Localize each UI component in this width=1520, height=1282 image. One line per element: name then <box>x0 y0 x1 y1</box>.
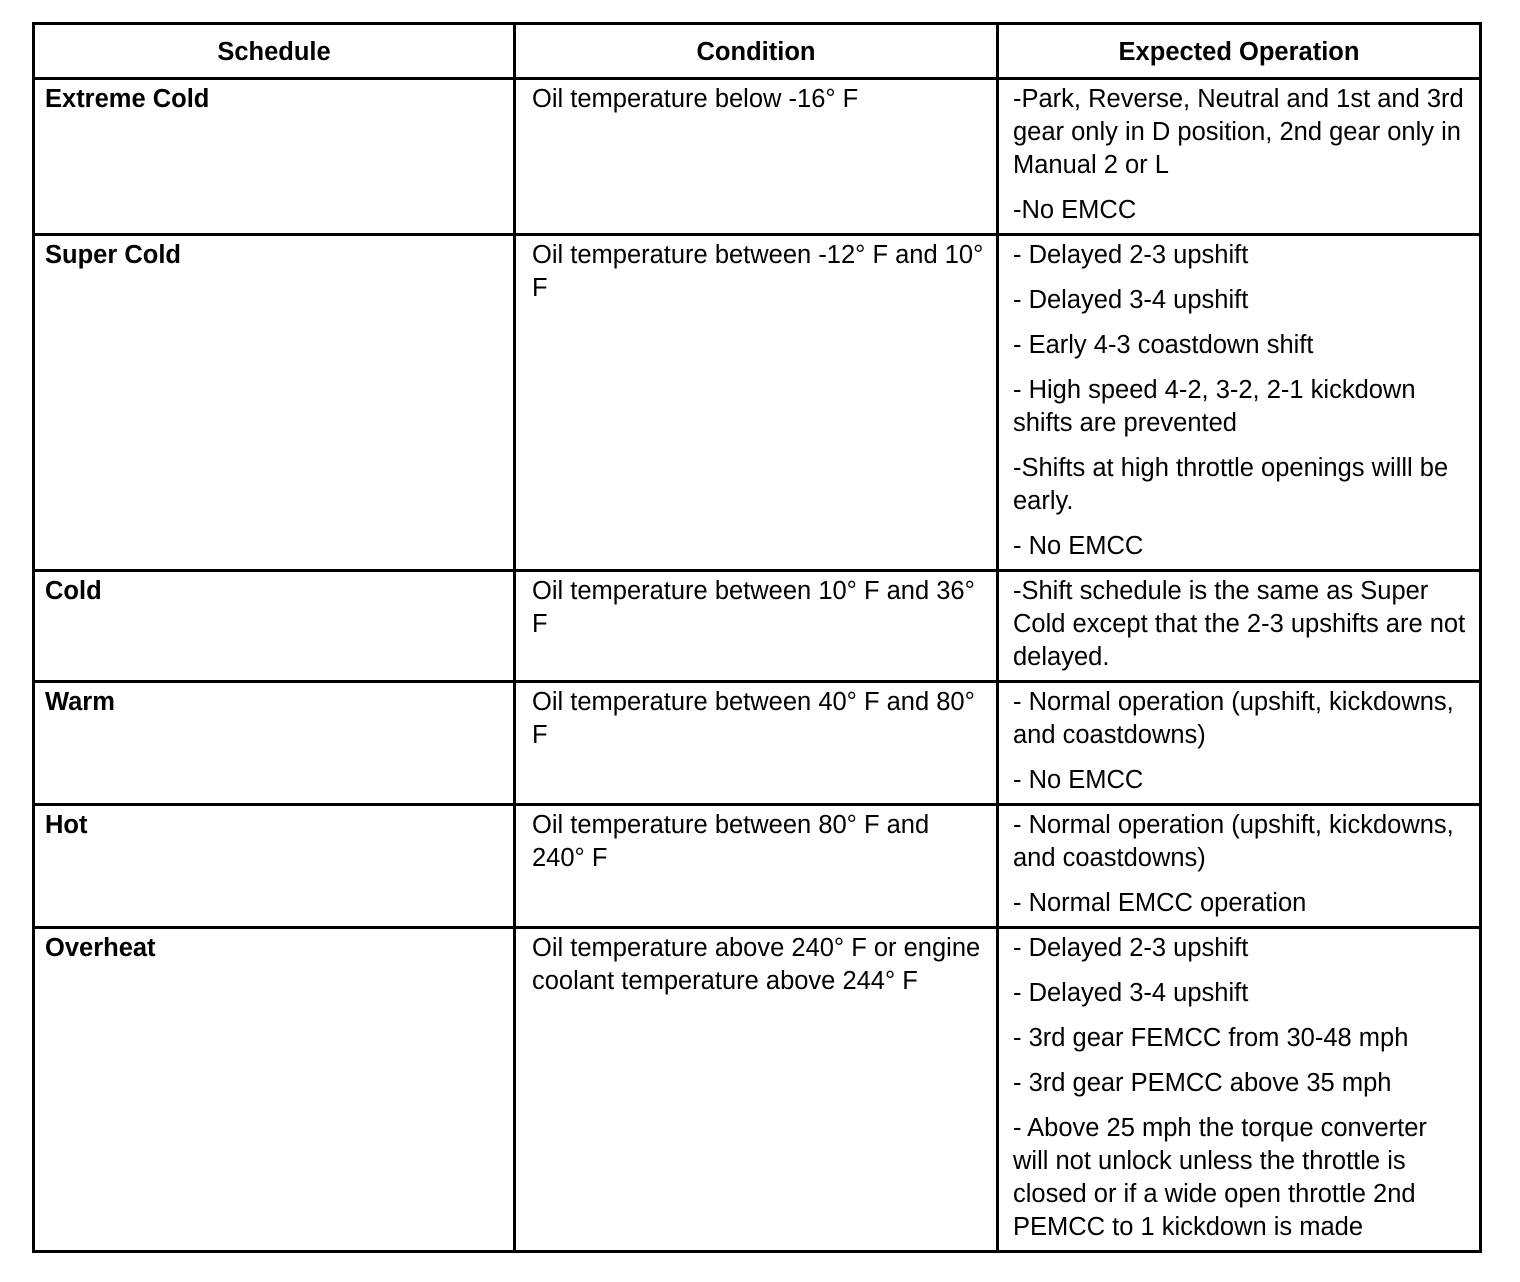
condition-cell: Oil temperature between 80° F and 240° F <box>515 805 998 928</box>
expected-operation-cell <box>998 805 1481 928</box>
expected-operation-cell <box>998 79 1481 235</box>
schedule-cell: Cold <box>34 571 515 682</box>
table-row <box>34 79 1481 235</box>
operation-item: - Normal operation (upshift, kickdowns, and coastdowns) <box>1013 811 1454 872</box>
operation-item: - Delayed 3-4 upshift <box>1013 979 1249 1007</box>
operation-item: -No EMCC <box>1013 196 1137 224</box>
header-condition: Condition <box>515 24 998 79</box>
operation-item: -Park, Reverse, Neutral and 1st and 3rd gear only in D position, 2nd gear only in Manual 2 or L <box>1013 85 1464 179</box>
expected-operation-cell <box>998 682 1481 805</box>
operation-item: - Normal EMCC operation <box>1013 889 1307 917</box>
condition-cell: Oil temperature between 10° F and 36° F <box>515 571 998 682</box>
operation-item: - Delayed 3-4 upshift <box>1013 286 1249 314</box>
condition-cell: Oil temperature below -16° F <box>515 79 998 235</box>
header-expected-operation: Expected Operation <box>998 24 1481 79</box>
schedule-cell: Super Cold <box>34 235 515 571</box>
header-schedule: Schedule <box>34 24 515 79</box>
condition-cell: Oil temperature between -12° F and 10° F <box>515 235 998 571</box>
table-body <box>34 79 1481 1252</box>
table-row <box>34 928 1481 1252</box>
schedule-cell: Warm <box>34 682 515 805</box>
operation-item: - Early 4-3 coastdown shift <box>1013 331 1314 359</box>
header-row <box>34 24 1481 79</box>
operation-item: - Delayed 2-3 upshift <box>1013 934 1249 962</box>
table-row <box>34 805 1481 928</box>
schedule-cell: Extreme Cold <box>34 79 515 235</box>
operation-item: - 3rd gear FEMCC from 30-48 mph <box>1013 1024 1409 1052</box>
table-row <box>34 682 1481 805</box>
operation-item: - Normal operation (upshift, kickdowns, and coastdowns) <box>1013 688 1454 749</box>
operation-item: - No EMCC <box>1013 766 1144 794</box>
condition-cell: Oil temperature between 40° F and 80° F <box>515 682 998 805</box>
operation-item: - High speed 4-2, 3-2, 2-1 kickdown shifts are prevented <box>1013 376 1416 437</box>
condition-cell: Oil temperature above 240° F or engine coolant temperature above 244° F <box>515 928 998 1252</box>
operation-item: - Above 25 mph the torque converter will not unlock unless the throttle is closed or if a wide open throttle 2nd PEMCC to 1 kickdown is made <box>1013 1114 1427 1241</box>
expected-operation-cell <box>998 235 1481 571</box>
table-row <box>34 235 1481 571</box>
operation-item: - Delayed 2-3 upshift <box>1013 241 1249 269</box>
expected-operation-cell <box>998 928 1481 1252</box>
operation-item: -Shifts at high throttle openings willl be early. <box>1013 454 1449 515</box>
operation-item: - No EMCC <box>1013 532 1144 560</box>
operation-item: -Shift schedule is the same as Super Cold except that the 2-3 upshifts are not delayed. <box>1013 577 1466 671</box>
schedule-cell: Hot <box>34 805 515 928</box>
table-row <box>34 571 1481 682</box>
operation-item: - 3rd gear PEMCC above 35 mph <box>1013 1069 1392 1097</box>
shift-schedule-table <box>32 22 1482 1253</box>
schedule-cell: Overheat <box>34 928 515 1252</box>
expected-operation-cell <box>998 571 1481 682</box>
